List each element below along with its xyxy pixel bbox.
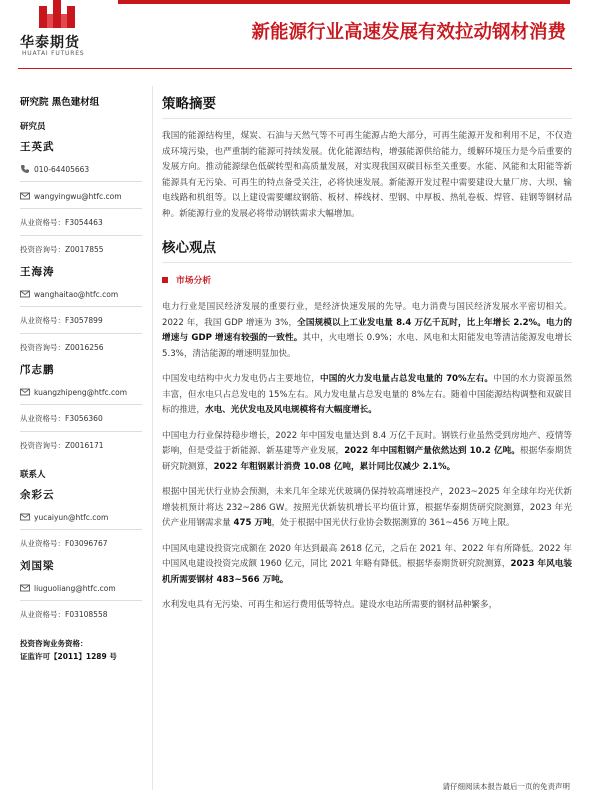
analyst-card [20,362,142,454]
advisory-row [20,438,142,454]
analyst-sidebar [20,94,142,663]
cert-row [20,215,142,231]
cert-label: 从业资格号： [20,218,65,227]
advisory-number: Z0017855 [65,245,104,254]
email-row[interactable] [20,286,142,302]
divider [20,181,142,182]
cert-row [20,411,142,427]
department-label: 研究院 黑色建材组 [20,97,100,108]
cert-number: F03096767 [65,539,108,548]
summary-title: 策略摘要 [162,92,572,119]
cert-label: 从业资格号： [20,610,65,619]
cert-row [20,536,142,552]
contact-email[interactable]: yucaiyun@htfc.com [34,512,109,522]
logo-text-cn: 华泰期货 [20,35,80,51]
divider [20,306,142,307]
advisory-label: 投资咨询号： [20,343,65,352]
license-number: 证监许可【2011】1289 号 [20,652,117,661]
email-row[interactable] [20,188,142,204]
bold-segment: 2022 年粗钢累计消费 10.08 亿吨，累计同比仅减少 2.1%。 [213,461,456,472]
text-segment: 中国发电结构中火力发电仍占主要地位， [162,374,321,384]
text-segment: 根据华泰期货研究院测算， [162,446,572,472]
analyst-card [20,139,142,258]
analyst-phone: 010-64405663 [34,164,90,174]
bold-segment: 中国的火力发电量占总发电量的 70%左右。 [320,374,494,384]
divider [20,208,142,209]
divider [20,529,142,530]
divider [20,404,142,405]
summary-paragraph: 我国的能源结构里，煤炭、石油与天然气等不可再生能源占绝大部分，可再生能源开发和利用不足，不仅造成环境污染，也严重制约能源可持续发展。优化能源结构，增强能源供给能力，缓解环境压力是今后重要的发展方向。推动能源绿色低碳转型和高质量发展，对实现我国双碳目标至关重要。水能、风能和太阳能等新能源具有无污染、可再生的特点备受关注，必将快速发展。新能源开发过程中需要建设大量厂房、大坝、输电线路和机组等。以上建设需要螺纹钢筋、板材、棒线材、型钢、中厚板、热轧卷板、焊管、硅钢等钢材品种。新能源行业的发展必将带动钢铁需求大幅增加。 [162,131,572,219]
contact-email[interactable]: liuguoliang@htfc.com [34,583,116,593]
analyst-email[interactable]: kuangzhipeng@htfc.com [34,387,127,397]
report-header [0,0,600,68]
phone-row [20,161,142,177]
analyst-name: 王英武 [20,141,55,153]
column-divider [152,86,153,790]
advisory-label: 投资咨询号： [20,441,65,450]
core-title: 核心观点 [162,236,572,263]
advisory-row [20,340,142,356]
advisory-row [20,242,142,258]
market-analysis-label: 市场分析 [176,276,212,286]
analyst-email[interactable]: wangyingwu@htfc.com [34,191,122,201]
text-segment: 中国风电建设投资完成额在 2020 年达到最高 2618 亿元，之后在 2021 年、2022 年有所降低。2022 年中国风电建设投资完成额 1960 亿元，同比 2021 年略有降低。根据华泰期货研究院测算， [162,543,572,569]
report-title: 新能源行业高速发展有效拉动钢材消费 [251,22,566,43]
email-row[interactable] [20,384,142,400]
market-analysis-heading [162,273,572,286]
contact-name: 余彩云 [20,489,55,501]
header-rule [18,68,572,69]
bold-segment: 475 万吨 [233,518,272,528]
text-segment: 中国的水力资源虽然丰富，但水电只占总发电的 15%左右。风力发电量占总发电量的 8%左右。随着中国能源结构调整和双碳目标的推进， [162,374,572,415]
contact-card [20,558,142,623]
contacts-label: 联系人 [20,470,46,480]
email-row[interactable] [20,580,142,596]
divider [20,600,142,601]
analyst-name: 王海涛 [20,266,55,278]
divider [20,235,142,236]
header-top-line [118,0,570,4]
disclaimer-footer: 请仔细阅读本报告最后一页的免责声明 [442,782,570,791]
cert-label: 从业资格号： [20,539,65,548]
contact-name: 刘国梁 [20,560,55,572]
analyst-email[interactable]: wanghaitao@htfc.com [34,289,119,299]
cert-row [20,313,142,329]
advisory-number: Z0016171 [65,441,104,450]
paragraph-solar [162,485,572,532]
cert-number: F3057899 [65,316,103,325]
analyst-card [20,264,142,356]
email-icon [20,583,30,593]
cert-number: F03108558 [65,610,108,619]
license-info [20,637,142,663]
paragraph-wind [162,542,572,589]
analyst-name: 邝志鹏 [20,364,55,376]
email-icon [20,191,30,201]
divider [20,431,142,432]
text-segment: ，处于根据中国光伏行业协会数据测算的 361~456 万吨上限。 [271,518,515,528]
email-row[interactable] [20,509,142,525]
main-content [162,92,572,624]
bold-segment: 全国规模以上工业发电量 8.4 万亿千瓦时，比上年增长 2.2%。电力的增速与 GDP 增速有较强的一致性。 [162,317,572,343]
company-logo [18,0,108,62]
phone-icon [20,164,30,174]
logo-text-en: HUATAI FUTURES [22,50,85,57]
cert-number: F3056360 [65,414,103,423]
advisory-label: 投资咨询号： [20,245,65,254]
bold-segment: 2022 年中国粗钢产量依然达到 10.2 亿吨。 [344,446,520,456]
email-icon [20,289,30,299]
advisory-number: Z0016256 [65,343,104,352]
cert-label: 从业资格号： [20,316,65,325]
email-icon [20,512,30,522]
logo-mark-icon [37,0,77,30]
bold-segment: 2023 年风电装机所需要钢材 483~566 万吨。 [162,559,572,585]
cert-number: F3054463 [65,218,103,227]
paragraph-power-structure [162,372,572,419]
cert-label: 从业资格号： [20,414,65,423]
email-icon [20,387,30,397]
text-segment: 中国电力行业保持稳步增长，2022 年中国发电量达到 8.4 万亿千瓦时。钢铁行业虽然受到房地产、疫情等影响，但是受益于新能源、新基建等产业发展， [162,430,572,456]
paragraph-hydro: 水利发电具有无污染、可再生和运行费用低等特点。建设水电站所需要的钢材品种繁多， [162,600,498,610]
divider [20,333,142,334]
text-segment: 其中，火电增长 0.9%；水电、风电和太阳能发电等清洁能源发电增长 5.3%，清洁能源的增速明显加快。 [162,333,572,359]
paragraph-power-industry [162,300,572,362]
researchers-label: 研究员 [20,122,46,132]
license-label: 投资咨询业务资格： [20,639,88,648]
text-segment: 电力行业是国民经济发展的重要行业，是经济快速发展的先导。电力消费与国民经济发展水平密切相关。2022 年，我国 GDP 增速为 3%， [162,302,572,328]
text-segment: 根据中国光伏行业协会预测，未来几年全球光伏玻璃仍保持较高增速投产，2023~2025 年全球年均光伏新增装机预计将达 232~286 GW。按照光伏新装机增长平均值计算，根据华泰期货研究院测算，2023 年光伏产业用钢需求量 [162,487,572,528]
contact-card [20,487,142,552]
cert-row [20,607,142,623]
bold-segment: 水电、光伏发电及风电规模将有大幅度增长。 [204,405,377,415]
paragraph-steel-output [162,429,572,476]
bullet-square-icon [162,277,168,283]
